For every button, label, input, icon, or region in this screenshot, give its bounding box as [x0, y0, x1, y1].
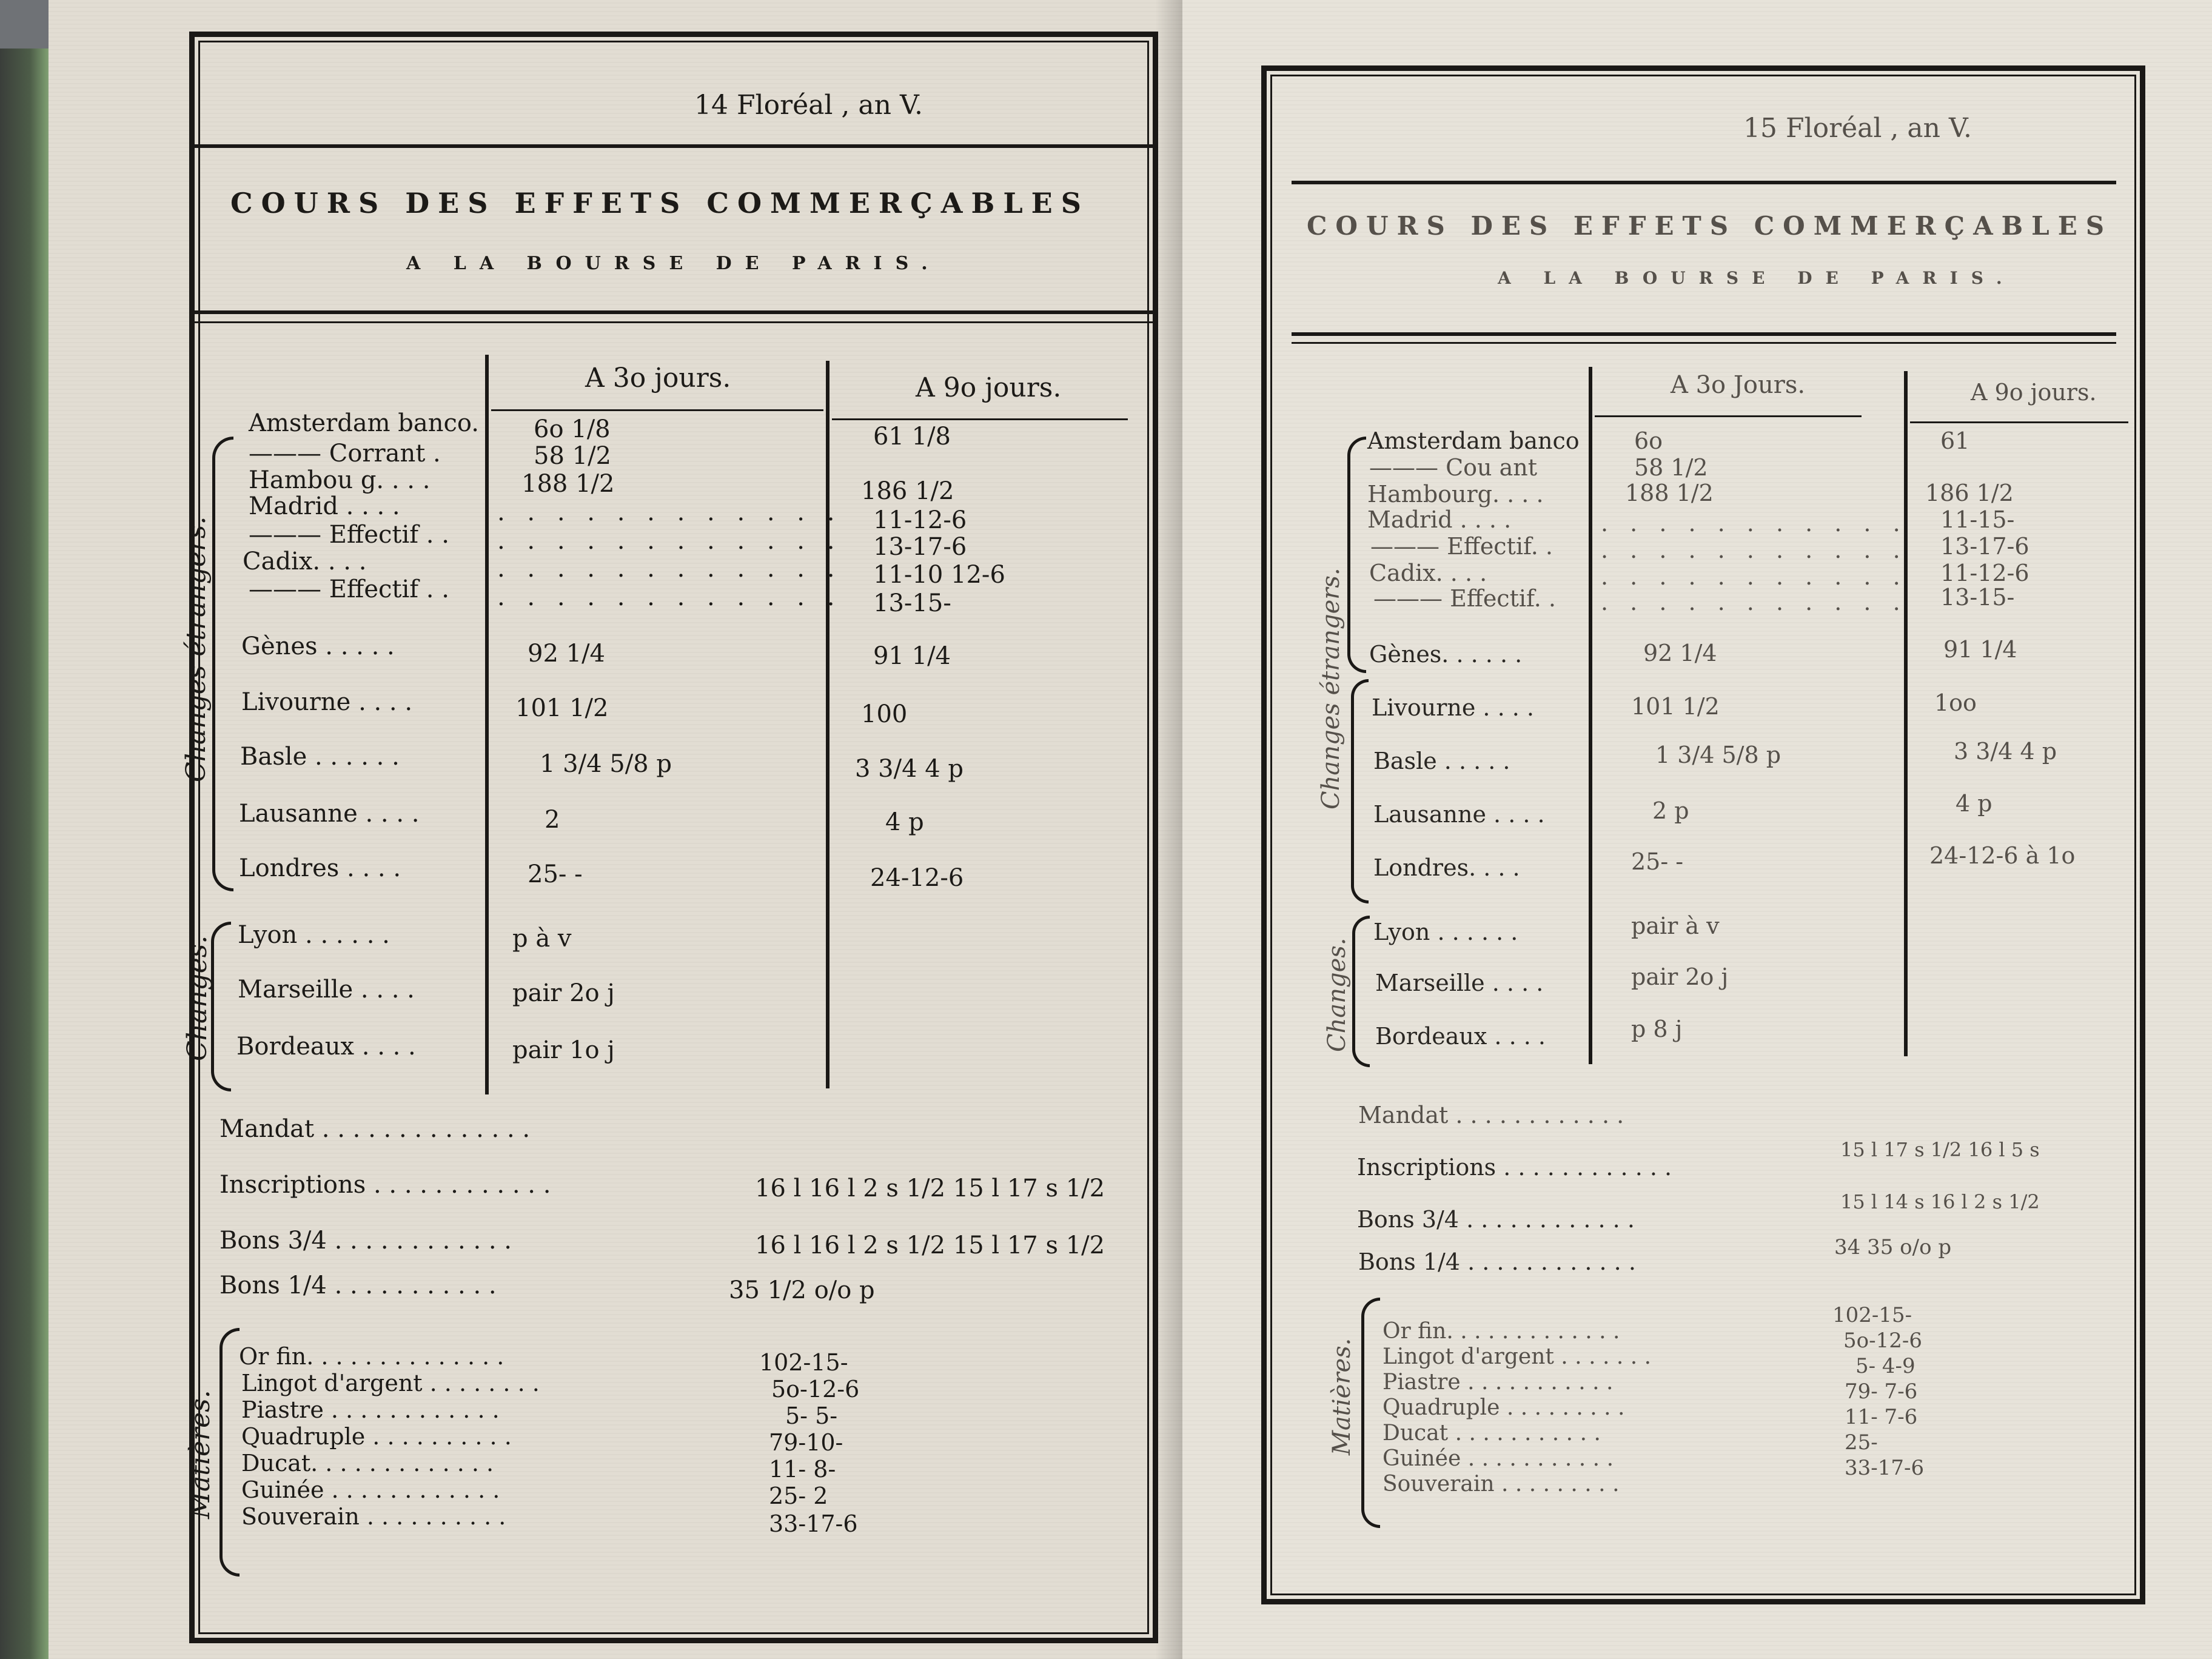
- left-title-rule-1: [189, 310, 1158, 314]
- left-row-name: Madrid . . . .: [249, 492, 400, 520]
- right-row-d30: 58 1/2: [1634, 454, 1708, 481]
- left-row-d90: 13-17-6: [873, 533, 967, 561]
- right-row-name: Marseille . . . .: [1375, 970, 1544, 996]
- right-matiere-value: 79- 7-6: [1845, 1379, 1918, 1404]
- right-row-name: Basle . . . . .: [1373, 748, 1510, 774]
- right-title-rule-2: [1292, 342, 2116, 344]
- left-row-d90: 4 p: [885, 808, 924, 836]
- right-domestic-label: Changes.: [1323, 937, 1351, 1052]
- right-row-d90: 3 3/4 4 p: [1954, 738, 2057, 765]
- right-title: COURS DES EFFETS COMMERÇABLES: [1307, 211, 2113, 241]
- left-domestic-label: Changes.: [182, 935, 213, 1061]
- right-row-name: Hambourg. . . .: [1367, 481, 1544, 508]
- left-matiere-name: Souverain . . . . . . . . . .: [241, 1503, 506, 1530]
- right-row-name: Lyon . . . . . .: [1373, 919, 1518, 945]
- left-matiere-name: Or fin. . . . . . . . . . . . . .: [239, 1343, 504, 1370]
- left-foreign-label: Changes étrangers.: [181, 516, 212, 782]
- right-row-name: Gènes. . . . . .: [1369, 641, 1523, 668]
- left-row-name: Gènes . . . . .: [241, 632, 395, 660]
- left-bons34-value: 16 l 16 l 2 s 1/2 15 l 17 s 1/2: [755, 1232, 1105, 1259]
- right-matiere-name: Ducat . . . . . . . . . . .: [1382, 1421, 1601, 1446]
- left-row-name: Hambou g. . . .: [249, 466, 431, 494]
- left-row-d90: 100: [861, 700, 908, 728]
- left-header-rule: [189, 144, 1158, 148]
- left-matiere-name: Ducat. . . . . . . . . . . . .: [241, 1450, 494, 1476]
- left-row-name: ——— Effectif . .: [249, 575, 449, 603]
- right-matiere-value: 5o-12-6: [1843, 1329, 1922, 1353]
- left-running-head: 14 Floréal , an V.: [694, 90, 923, 121]
- right-row-name: ——— Cou ant: [1369, 454, 1537, 481]
- right-bons14-value: 34 35 o/o p: [1834, 1235, 1952, 1259]
- right-foreign-brace-top: [1347, 437, 1366, 673]
- right-header-rule: [1292, 181, 2116, 184]
- right-row-d90: 4 p: [1956, 790, 1992, 817]
- right-row-name: Lausanne . . . .: [1373, 801, 1545, 828]
- right-row-name: Londres. . . .: [1373, 854, 1520, 881]
- left-col90-rule: [832, 418, 1128, 420]
- right-row-d30: . . . . . . . . . . .: [1601, 510, 1908, 537]
- left-row-d30: . . . . . . . . . . . .: [497, 498, 842, 526]
- right-row-name: ——— Effectif. .: [1370, 533, 1553, 560]
- right-matiere-value: 25-: [1845, 1430, 1878, 1455]
- right-matiere-name: Piastre . . . . . . . . . . .: [1382, 1370, 1614, 1395]
- left-matieres-brace: [220, 1328, 240, 1577]
- right-row-d30: p 8 j: [1631, 1016, 1683, 1042]
- right-row-d90: 61: [1940, 427, 1970, 454]
- left-row-d30: 2: [545, 806, 560, 834]
- left-row-d30: . . . . . . . . . . . .: [497, 527, 842, 555]
- right-col30-header: A 3o Jours.: [1671, 371, 1806, 399]
- left-col90-header: A 9o jours.: [916, 372, 1062, 403]
- left-row-d30: 58 1/2: [534, 442, 611, 470]
- right-row-d90: 91 1/4: [1943, 636, 2017, 663]
- left-row-d30: . . . . . . . . . . . .: [497, 555, 842, 583]
- right-row-d90: 24-12-6 à 1o: [1929, 842, 2076, 869]
- right-foreign-label: Changes étrangers.: [1317, 568, 1345, 809]
- left-row-name: Marseille . . . .: [238, 976, 415, 1004]
- right-row-d90: 186 1/2: [1925, 480, 2014, 506]
- left-title-rule-2: [189, 321, 1158, 323]
- left-matiere-name: Piastre . . . . . . . . . . . .: [241, 1396, 500, 1423]
- left-matieres-label: Matières.: [185, 1390, 216, 1519]
- left-mandat: Mandat . . . . . . . . . . . . . .: [220, 1115, 531, 1143]
- right-matieres-brace: [1361, 1298, 1380, 1528]
- right-matiere-name: Or fin. . . . . . . . . . . . .: [1382, 1319, 1620, 1344]
- left-row-name: Basle . . . . . .: [240, 743, 400, 771]
- right-row-name: ——— Effectif. .: [1373, 585, 1556, 612]
- left-col30-rule: [491, 409, 823, 411]
- left-matiere-name: Quadruple . . . . . . . . . .: [241, 1423, 512, 1450]
- left-matiere-value: 33-17-6: [769, 1510, 858, 1537]
- left-row-d90: 13-15-: [873, 589, 951, 617]
- left-row-d30: 101 1/2: [515, 694, 609, 722]
- left-row-d90: 11-10 12-6: [873, 561, 1005, 589]
- right-domestic-brace: [1352, 916, 1370, 1067]
- right-row-d30: pair à v: [1631, 913, 1720, 939]
- left-col30-header: A 3o jours.: [585, 363, 731, 394]
- right-bons14: Bons 1/4 . . . . . . . . . . . .: [1358, 1248, 1636, 1275]
- left-matiere-value: 102-15-: [759, 1349, 848, 1376]
- left-title: COURS DES EFFETS COMMERÇABLES: [230, 187, 1090, 220]
- right-row-d90: 11-15-: [1940, 506, 2015, 533]
- right-row-d30: 188 1/2: [1625, 480, 1714, 506]
- right-matiere-name: Guinée . . . . . . . . . . .: [1382, 1446, 1614, 1471]
- right-row-d30: pair 2o j: [1631, 964, 1729, 990]
- right-row-d30: 25- -: [1631, 848, 1684, 875]
- right-row-name: Livourne . . . .: [1372, 694, 1534, 721]
- left-matiere-value: 79-10-: [769, 1429, 843, 1456]
- right-row-d30: 101 1/2: [1631, 693, 1720, 720]
- right-inscriptions: Inscriptions . . . . . . . . . . . .: [1357, 1154, 1672, 1181]
- left-column-rule-1: [485, 355, 489, 1094]
- left-row-d90: 91 1/4: [873, 642, 951, 670]
- right-matiere-value: 33-17-6: [1845, 1456, 1925, 1480]
- left-matiere-value: 5- 5-: [785, 1403, 838, 1429]
- left-row-name: ——— Effectif . .: [249, 521, 449, 549]
- left-matiere-name: Lingot d'argent . . . . . . . .: [241, 1370, 540, 1396]
- right-row-d30: 92 1/4: [1643, 640, 1717, 666]
- right-row-d30: 2 p: [1652, 797, 1689, 824]
- left-row-d30: p à v: [512, 925, 572, 953]
- left-row-d90: 3 3/4 4 p: [855, 755, 964, 783]
- left-row-name: Lyon . . . . . .: [238, 921, 390, 949]
- left-row-d30: . . . . . . . . . . . .: [497, 583, 842, 611]
- left-page: [49, 0, 1182, 1659]
- right-matiere-value: 11- 7-6: [1845, 1405, 1918, 1429]
- right-row-name: Cadix. . . .: [1369, 560, 1487, 586]
- right-row-d90: 1oo: [1934, 689, 1977, 716]
- left-matiere-name: Guinée . . . . . . . . . . . .: [241, 1476, 500, 1503]
- left-row-d30: 6o 1/8: [534, 415, 611, 443]
- right-col90-rule: [1910, 421, 2128, 423]
- right-row-d90: 13-17-6: [1940, 533, 2029, 560]
- right-running-head: 15 Floréal , an V.: [1743, 113, 1972, 144]
- right-matiere-value: 5- 4-9: [1855, 1354, 1915, 1378]
- left-foreign-brace: [212, 437, 233, 891]
- right-row-name: Madrid . . . .: [1367, 506, 1512, 533]
- left-row-name: Cadix. . . .: [243, 548, 367, 575]
- right-bons34: Bons 3/4 . . . . . . . . . . . .: [1357, 1206, 1635, 1233]
- left-row-d30: pair 1o j: [512, 1036, 615, 1064]
- right-row-d30: . . . . . . . . . . .: [1601, 563, 1908, 590]
- left-row-d30: 92 1/4: [528, 640, 605, 668]
- right-row-name: Amsterdam banco: [1367, 427, 1580, 454]
- left-row-name: Bordeaux . . . .: [236, 1033, 416, 1061]
- left-row-d30: 188 1/2: [521, 470, 615, 498]
- left-subtitle: A LA BOURSE DE PARIS.: [406, 253, 941, 274]
- right-row-d30: 6o: [1634, 427, 1663, 454]
- left-bons34: Bons 3/4 . . . . . . . . . . . .: [220, 1227, 512, 1255]
- left-inscriptions-value: 16 l 16 l 2 s 1/2 15 l 17 s 1/2: [755, 1175, 1105, 1202]
- left-bons14-value: 35 1/2 o/o p: [729, 1276, 875, 1304]
- left-row-d90: 11-12-6: [873, 506, 967, 534]
- left-row-d30: pair 2o j: [512, 979, 615, 1007]
- left-row-d30: 1 3/4 5/8 p: [540, 750, 672, 778]
- left-row-name: Lausanne . . . .: [239, 800, 420, 828]
- left-row-d90: 61 1/8: [873, 423, 951, 451]
- left-domestic-brace: [211, 922, 231, 1091]
- right-matiere-name: Quadruple . . . . . . . . .: [1382, 1395, 1625, 1420]
- left-inscriptions: Inscriptions . . . . . . . . . . . .: [220, 1171, 551, 1199]
- right-matiere-value: 102-15-: [1832, 1303, 1912, 1327]
- right-row-d90: 13-15-: [1940, 584, 2015, 611]
- left-row-name: Londres . . . .: [239, 854, 401, 882]
- right-matieres-label: Matières.: [1328, 1338, 1356, 1455]
- right-matiere-name: Souverain . . . . . . . . .: [1382, 1472, 1620, 1496]
- right-row-d90: 11-12-6: [1940, 560, 2029, 586]
- left-matiere-value: 5o-12-6: [771, 1376, 860, 1403]
- right-matiere-name: Lingot d'argent . . . . . . .: [1382, 1344, 1652, 1369]
- right-column-rule-2: [1904, 371, 1908, 1056]
- right-col90-header: A 9o jours.: [1971, 379, 2097, 406]
- left-row-name: Amsterdam banco.: [249, 409, 480, 437]
- right-inscriptions-value: 15 l 17 s 1/2 16 l 5 s: [1840, 1138, 2040, 1161]
- left-matiere-value: 11- 8-: [769, 1456, 836, 1483]
- left-row-d90: 186 1/2: [861, 477, 954, 505]
- right-title-rule-1: [1292, 332, 2116, 336]
- right-bons34-value: 15 l 14 s 16 l 2 s 1/2: [1840, 1190, 2040, 1213]
- right-row-d30: 1 3/4 5/8 p: [1655, 742, 1781, 768]
- right-row-d30: . . . . . . . . . . .: [1601, 537, 1908, 563]
- left-row-d30: 25- -: [528, 860, 583, 888]
- right-mandat: Mandat . . . . . . . . . . . .: [1358, 1102, 1624, 1128]
- left-row-d90: 24-12-6: [870, 864, 964, 892]
- left-row-name: Livourne . . . .: [241, 688, 413, 716]
- right-page: [1182, 0, 2212, 1659]
- left-bons14: Bons 1/4 . . . . . . . . . . .: [220, 1272, 497, 1299]
- right-row-d30: . . . . . . . . . . .: [1601, 589, 1908, 615]
- right-foreign-brace-bottom: [1351, 679, 1369, 903]
- right-col30-rule: [1595, 415, 1862, 417]
- left-column-rule-2: [826, 361, 830, 1088]
- right-column-rule-1: [1589, 367, 1592, 1064]
- left-row-name: ——— Corrant .: [249, 440, 441, 468]
- right-subtitle: A LA BOURSE DE PARIS.: [1498, 268, 2016, 288]
- left-matiere-value: 25- 2: [769, 1483, 828, 1509]
- right-row-name: Bordeaux . . . .: [1375, 1023, 1546, 1050]
